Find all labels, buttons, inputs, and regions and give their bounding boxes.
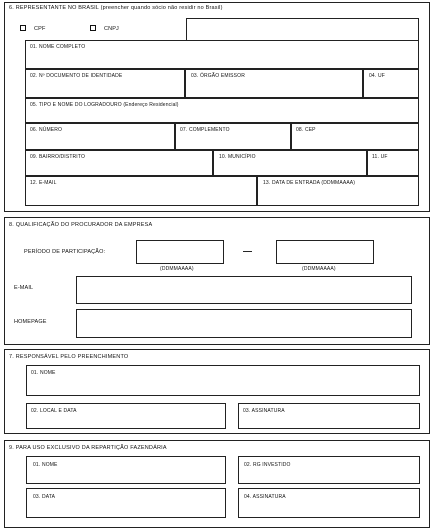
section-reparticao-title: 9. PARA USO EXCLUSIVO DA REPARTIÇÃO FAZENDÁRIA bbox=[9, 445, 167, 451]
orgao-emissor-label: 03. ÓRGÃO EMISSOR bbox=[191, 73, 245, 79]
logradouro-label: 05. TIPO E NOME DO LOGRADOURO (Endereço Residencial) bbox=[30, 102, 179, 108]
cnpj-label: CNPJ bbox=[104, 26, 119, 32]
documento-identidade-label: 02. Nº DOCUMENTO DE IDENTIDADE bbox=[30, 73, 123, 79]
responsavel-nome-field[interactable] bbox=[26, 365, 420, 396]
periodo-inicio-format: (DDMMAAAA) bbox=[160, 266, 194, 272]
email-label: 12. E-MAIL bbox=[30, 180, 57, 186]
cpf-checkbox[interactable] bbox=[20, 25, 26, 31]
reparticao-data-field[interactable] bbox=[26, 488, 226, 518]
periodo-separator: — bbox=[243, 246, 253, 256]
periodo-fim-input[interactable] bbox=[276, 240, 374, 264]
rg-investido-label: 02. RG INVESTIDO bbox=[244, 462, 291, 468]
cep-label: 08. CEP bbox=[296, 127, 316, 133]
email-field[interactable] bbox=[25, 176, 257, 206]
reparticao-assinatura-field[interactable] bbox=[238, 488, 420, 518]
procurador-email-label: E-MAIL bbox=[14, 285, 34, 291]
periodo-fim-format: (DDMMAAAA) bbox=[302, 266, 336, 272]
homepage-label: HOMEPAGE bbox=[14, 319, 47, 325]
cpf-label: CPF bbox=[34, 26, 46, 32]
responsavel-assinatura-label: 03. ASSINATURA bbox=[243, 408, 285, 414]
local-data-label: 02. LOCAL E DATA bbox=[31, 408, 77, 414]
bairro-label: 09. BAIRRO/DISTRITO bbox=[30, 154, 85, 160]
homepage-input[interactable] bbox=[76, 309, 412, 338]
reparticao-assinatura-label: 04. ASSINATURA bbox=[244, 494, 286, 500]
numero-label: 06. NÚMERO bbox=[30, 127, 63, 133]
nome-completo-label: 01. NOME COMPLETO bbox=[30, 44, 86, 50]
data-entrada-label: 13. DATA DE ENTRADA (DDMMAAAA) bbox=[263, 180, 356, 186]
periodo-inicio-input[interactable] bbox=[136, 240, 224, 264]
reparticao-data-label: 03. DATA bbox=[33, 494, 56, 500]
reparticao-nome-field[interactable] bbox=[26, 456, 226, 484]
reparticao-nome-label: 01. NOME bbox=[33, 462, 58, 468]
local-data-field[interactable] bbox=[26, 403, 226, 429]
complemento-label: 07. COMPLEMENTO bbox=[180, 127, 230, 133]
section-responsavel-title: 7. RESPONSÁVEL PELO PREENCHIMENTO bbox=[9, 354, 129, 360]
municipio-label: 10. MUNICÍPIO bbox=[219, 154, 256, 160]
rg-investido-field[interactable] bbox=[238, 456, 420, 484]
responsavel-assinatura-field[interactable] bbox=[238, 403, 420, 429]
cnpj-checkbox[interactable] bbox=[90, 25, 96, 31]
section-procurador-title: 8. QUALIFICAÇÃO DO PROCURADOR DA EMPRESA bbox=[9, 222, 153, 228]
responsavel-nome-label: 01. NOME bbox=[31, 370, 56, 376]
uf-municipio-label: 11. UF bbox=[372, 154, 388, 160]
uf-label: 04. UF bbox=[369, 73, 385, 79]
procurador-email-input[interactable] bbox=[76, 276, 412, 304]
section-representante-title: 6. REPRESENTANTE NO BRASIL (preencher quando sócio não residir no Brasil) bbox=[9, 5, 223, 11]
periodo-label: PERÍODO DE PARTICIPAÇÃO: bbox=[24, 249, 106, 255]
